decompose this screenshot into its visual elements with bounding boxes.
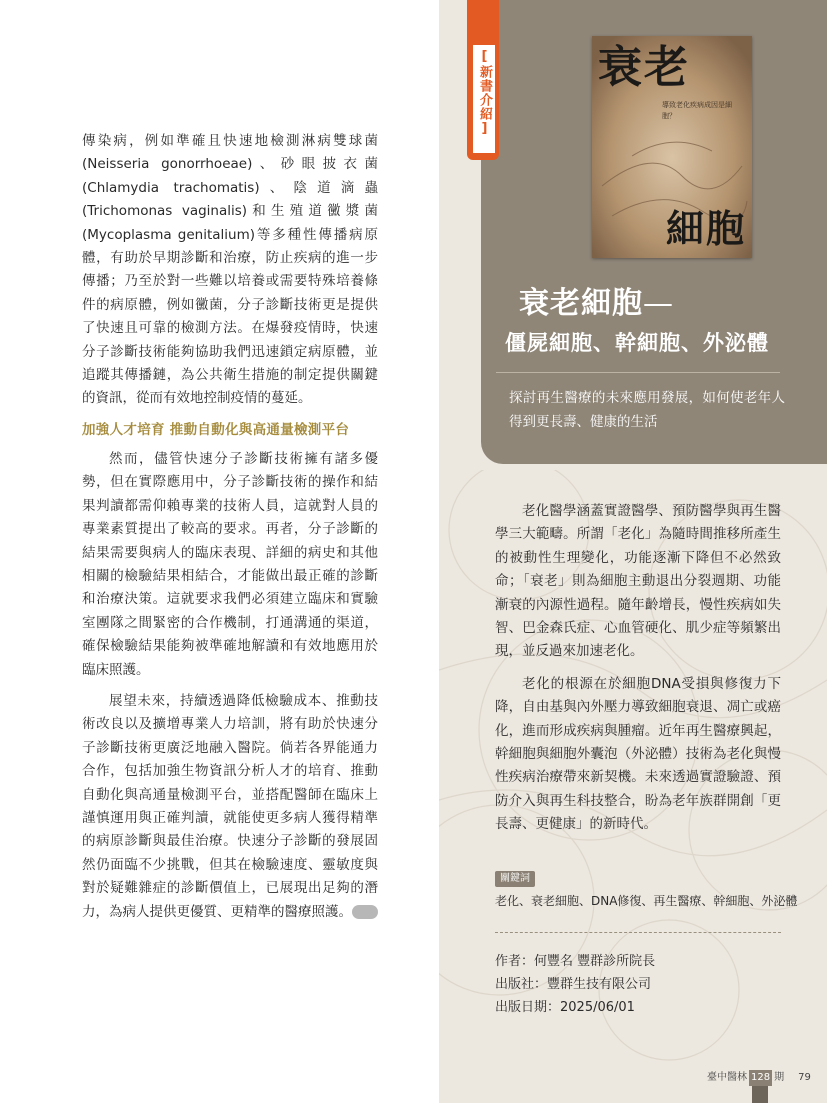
double-chevron-right-icon: »» (352, 905, 378, 919)
article-paragraph-2: 然而，儘管快速分子診斷技術擁有諸多優勢，但在實際應用中，分子診斷技術的操作和結果判讀都需仰賴專業的技術人員，這就對人員的專業素質提出了較高的要求。再者，分子診斷的結果需要與病人的臨床表現、詳細的病史和其他相關的檢驗結果相結合，才能做出最正確的診斷和治療決策。這就要求我們必須建立臨床和實驗室團隊之間緊密的合作機制，打通溝通的渠道，確保檢驗結果能夠被準確地解讀和有效地應用於臨床照護。 (82, 450, 378, 678)
book-title (519, 284, 819, 324)
book-summary (495, 500, 781, 837)
book-title-dash: — (643, 286, 674, 321)
article-column (82, 130, 389, 924)
book-summary-paragraph-2: 老化的根源在於細胞DNA受損與修復力下降，自由基與內外壓力導致細胞衰退、凋亡或癌化，進而形成疾病與腫瘤。近年再生醫療興起，幹細胞與細胞外囊泡（外泌體）技術為老化與慢性疾病治療帶來新契機。未來透過實證驗證、預防介入與再生科技整合，盼為老年族群開創「更長壽、更健康」的新時代。 (495, 675, 781, 833)
book-title-text: 衰老細胞 (519, 286, 643, 321)
book-publish-date: 出版日期：2025/06/01 (495, 1000, 635, 1015)
book-description: 探討再生醫療的未來應用發展，如何使老年人得到更長壽、健康的生活 (509, 390, 785, 430)
book-cover-subtitle: 導致老化疾病成因是細胞？ (662, 101, 732, 120)
book-publisher: 出版社：豐群生技有限公司 (495, 977, 652, 992)
footer-bar (752, 1086, 768, 1103)
book-cover-title-top: 衰老 (598, 42, 690, 93)
book-intro-panel (439, 0, 827, 1103)
book-subtitle: 僵屍細胞、幹細胞、外泌體 (505, 330, 769, 355)
book-cover-title-bottom: 細胞 (665, 206, 746, 251)
page-number: 79 (798, 1072, 811, 1083)
section-tab-label: [ 新書介紹 ] (473, 49, 495, 137)
book-summary-paragraph-1: 老化醫學涵蓋實證醫學、預防醫學與再生醫學三大範疇。所謂「老化」為隨時間推移所產生的被動性生理變化，功能逐漸下降但不必然致命；「衰老」則為細胞主動退出分裂週期、功能漸衰的內源性過程。隨年齡增長，慢性疾病如失智、巴金森氏症、心血管硬化、肌少症等頻繁出現，並反過來加速老化。 (495, 503, 781, 660)
section-tab (467, 0, 499, 160)
keywords-text: 老化、衰老細胞、DNA修復、再生醫療、幹細胞、外泌體 (495, 894, 798, 908)
issue-suffix: 期 (774, 1072, 785, 1083)
section-heading: 加強人才培育 推動自動化與高通量檢測平台 (82, 421, 350, 438)
feature-divider (496, 372, 780, 373)
keywords-badge: 關鍵詞 (495, 871, 535, 887)
book-author: 作者：何豐名 豐群診所院長 (495, 954, 656, 969)
article-paragraph-3 (82, 690, 389, 924)
book-cover (592, 36, 752, 258)
info-divider (495, 932, 781, 933)
issue-number: 128 (749, 1070, 772, 1086)
book-info (495, 950, 785, 1019)
article-paragraph-3-text: 展望未來，持續透過降低檢驗成本、推動技術改良以及擴增專業人力培訓，將有助於快速分子診斷技術更廣泛地融入醫院。倘若各界能通力合作，包括加強生物資訊分析人才的培育、推動自動化與高通量檢測平台，並搭配醫師在臨床上謹慎運用與正確判讀，就能使更多病人獲得精準的病原診斷與最佳治療。快速分子診斷的發展固然仍面臨不少挑戰，但其在檢驗速度、靈敏度與對於疑難雜症的診斷價值上，已展現出足夠的潛力，為病人提供更優質、更精準的醫療照護。 (82, 692, 378, 920)
page-footer (707, 1070, 811, 1086)
section-tab-inner (472, 44, 496, 154)
article-paragraph-1: 傳染病，例如準確且快速地檢測淋病雙球菌(Neisseria gonorrhoeae)、砂眼披衣菌(Chlamydia trachomatis)、陰道滴蟲(Trichomonas vaginalis)和生殖道黴漿菌 (Mycoplasma genitalium)等多種性傳播病原體，有助於早期診斷和治療，防止疾病的進一步傳播；乃至於對一些難以培養或需要特殊培養條件的病原體，例如黴菌，分子診斷技術更是提供了快速且可靠的檢測方法。在爆發疫情時，快速分子診斷技術能夠協助我們迅速鎖定病原體，並追蹤其傳播鏈，為公共衛生措施的制定提供關鍵的資訊，從而有效地控制疫情的蔓延。 (82, 133, 378, 407)
magazine-name: 臺中醫林 (707, 1072, 747, 1083)
